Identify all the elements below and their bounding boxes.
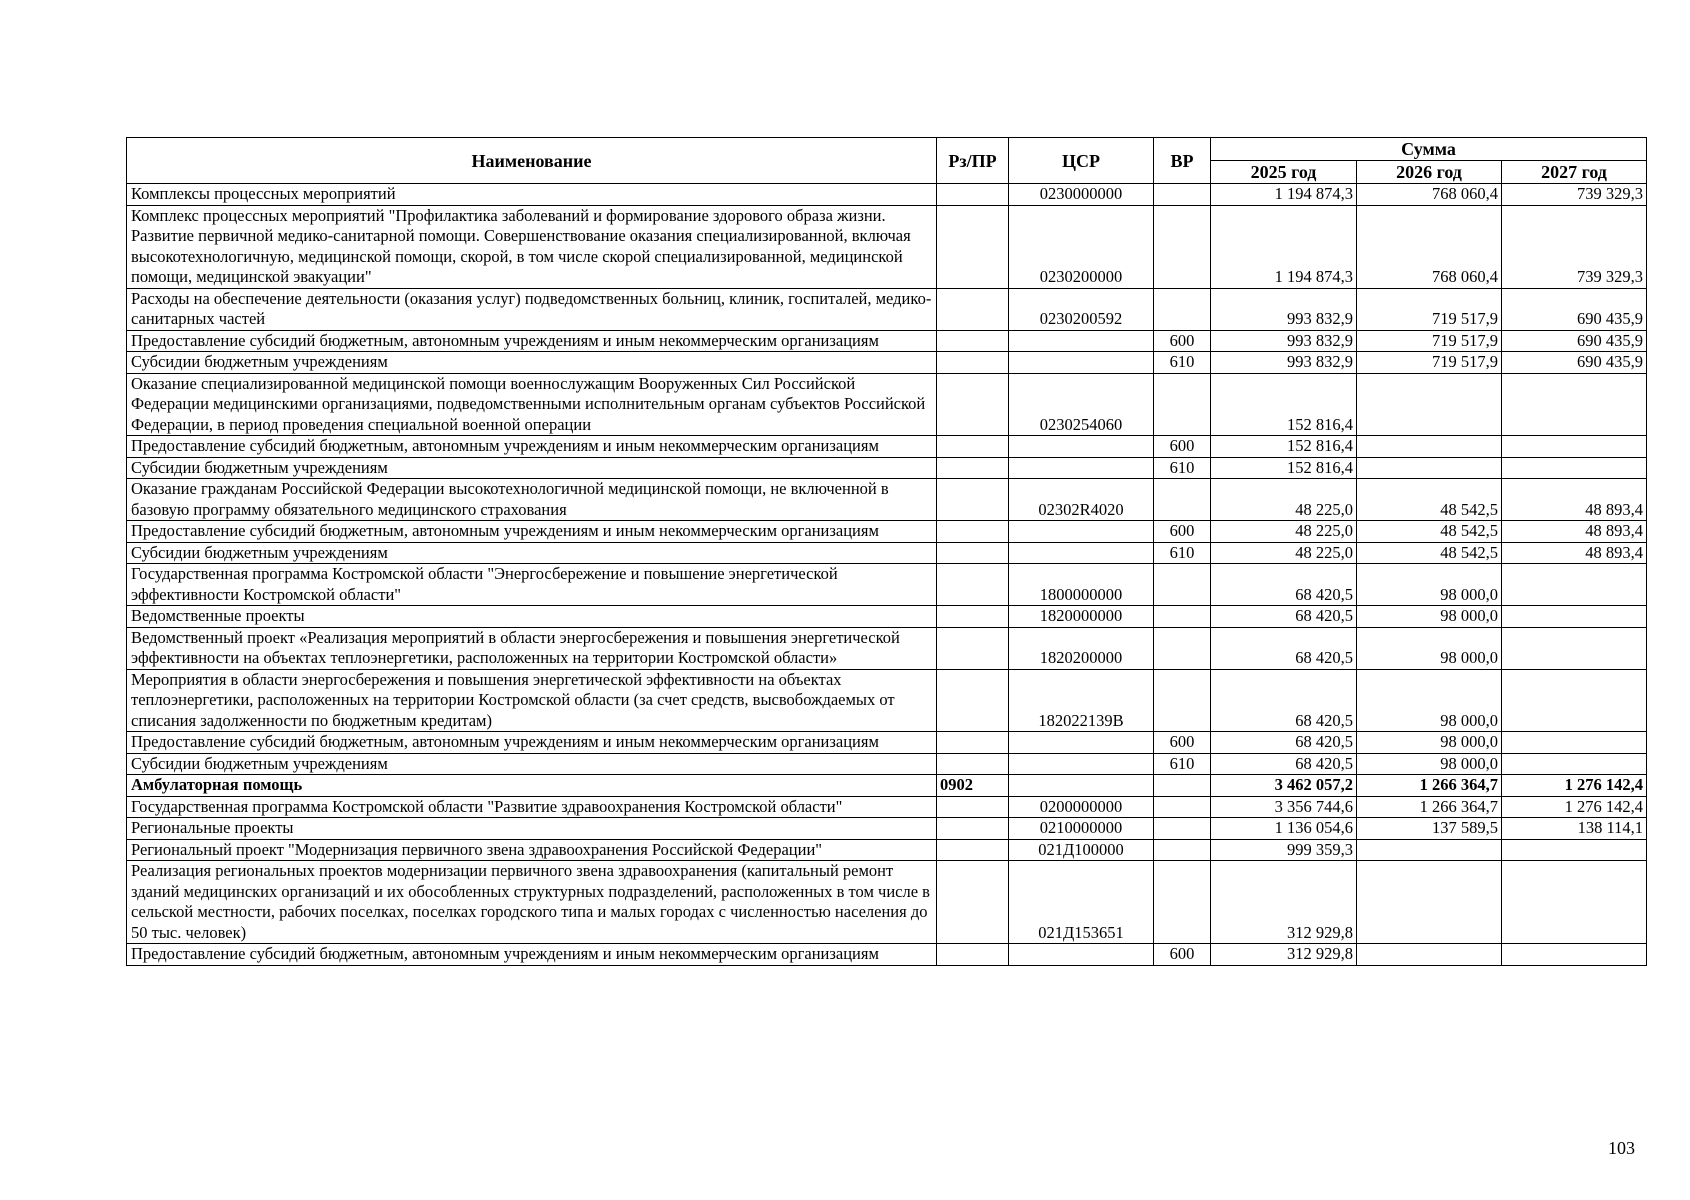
- cell-rzpr: [937, 542, 1009, 564]
- table-row: [127, 818, 1647, 840]
- cell-csr: 0230200592: [1009, 288, 1154, 330]
- cell-2026: 48 542,5: [1357, 542, 1502, 564]
- cell-name: Предоставление субсидий бюджетным, автономным учреждениям и иным некоммерческим организациям: [127, 330, 937, 352]
- cell-2027: 1 276 142,4: [1502, 796, 1647, 818]
- cell-vr: [1154, 669, 1211, 732]
- cell-rzpr: 0902: [937, 775, 1009, 797]
- cell-2025: 68 420,5: [1211, 732, 1357, 754]
- cell-vr: [1154, 373, 1211, 436]
- cell-rzpr: [937, 373, 1009, 436]
- cell-rzpr: [937, 944, 1009, 966]
- cell-2027: [1502, 373, 1647, 436]
- cell-csr: 0230000000: [1009, 184, 1154, 206]
- cell-csr: [1009, 457, 1154, 479]
- cell-csr: 1800000000: [1009, 564, 1154, 606]
- cell-2025: 1 136 054,6: [1211, 818, 1357, 840]
- cell-rzpr: [937, 352, 1009, 374]
- header-year-2026: 2026 год: [1357, 161, 1502, 184]
- cell-2026: [1357, 436, 1502, 458]
- cell-vr: 600: [1154, 521, 1211, 543]
- cell-csr: [1009, 775, 1154, 797]
- cell-rzpr: [937, 839, 1009, 861]
- cell-csr: [1009, 732, 1154, 754]
- cell-2027: [1502, 606, 1647, 628]
- table-row: [127, 732, 1647, 754]
- cell-name: Субсидии бюджетным учреждениям: [127, 352, 937, 374]
- cell-vr: 610: [1154, 542, 1211, 564]
- table-header: [127, 138, 1647, 184]
- cell-rzpr: [937, 818, 1009, 840]
- cell-csr: [1009, 330, 1154, 352]
- cell-csr: [1009, 436, 1154, 458]
- cell-vr: 610: [1154, 457, 1211, 479]
- cell-rzpr: [937, 436, 1009, 458]
- cell-2026: 98 000,0: [1357, 669, 1502, 732]
- cell-csr: 1820000000: [1009, 606, 1154, 628]
- table-row: [127, 288, 1647, 330]
- cell-vr: [1154, 606, 1211, 628]
- table-row: [127, 436, 1647, 458]
- cell-name: Амбулаторная помощь: [127, 775, 937, 797]
- cell-2027: [1502, 627, 1647, 669]
- cell-csr: [1009, 944, 1154, 966]
- cell-vr: [1154, 288, 1211, 330]
- cell-csr: 02302R4020: [1009, 479, 1154, 521]
- header-year-2027: 2027 год: [1502, 161, 1647, 184]
- cell-2025: 48 225,0: [1211, 521, 1357, 543]
- header-name: Наименование: [127, 138, 937, 184]
- cell-2026: 768 060,4: [1357, 184, 1502, 206]
- table-row: [127, 373, 1647, 436]
- cell-vr: 600: [1154, 330, 1211, 352]
- cell-2026: 98 000,0: [1357, 564, 1502, 606]
- cell-2027: [1502, 861, 1647, 944]
- cell-2026: [1357, 861, 1502, 944]
- cell-name: Региональные проекты: [127, 818, 937, 840]
- cell-2027: 48 893,4: [1502, 542, 1647, 564]
- table-row: [127, 606, 1647, 628]
- cell-2026: 48 542,5: [1357, 521, 1502, 543]
- cell-2027: 690 435,9: [1502, 330, 1647, 352]
- cell-2027: [1502, 669, 1647, 732]
- cell-name: Государственная программа Костромской области "Развитие здравоохранения Костромской области": [127, 796, 937, 818]
- cell-2027: 690 435,9: [1502, 352, 1647, 374]
- cell-vr: [1154, 564, 1211, 606]
- cell-2026: 768 060,4: [1357, 205, 1502, 288]
- cell-name: Субсидии бюджетным учреждениям: [127, 457, 937, 479]
- cell-2025: 3 356 744,6: [1211, 796, 1357, 818]
- table-row: [127, 457, 1647, 479]
- header-year-2025: 2025 год: [1211, 161, 1357, 184]
- cell-name: Мероприятия в области энергосбережения и повышения энергетической эффективности на объектах теплоэнергетики, расположенных на территории Костромской области (за счет средств, высвобождаемых от списания задолженности по бюджетным кредитам): [127, 669, 937, 732]
- cell-name: Предоставление субсидий бюджетным, автономным учреждениям и иным некоммерческим организациям: [127, 944, 937, 966]
- cell-vr: [1154, 861, 1211, 944]
- cell-2027: [1502, 564, 1647, 606]
- cell-name: Расходы на обеспечение деятельности (оказания услуг) подведомственных больниц, клиник, госпиталей, медико-санитарных частей: [127, 288, 937, 330]
- cell-vr: [1154, 184, 1211, 206]
- cell-2026: [1357, 457, 1502, 479]
- cell-name: Предоставление субсидий бюджетным, автономным учреждениям и иным некоммерческим организациям: [127, 436, 937, 458]
- cell-2027: 739 329,3: [1502, 184, 1647, 206]
- cell-csr: 0200000000: [1009, 796, 1154, 818]
- cell-2027: [1502, 753, 1647, 775]
- cell-csr: 1820200000: [1009, 627, 1154, 669]
- table-row: [127, 775, 1647, 797]
- cell-name: Ведомственные проекты: [127, 606, 937, 628]
- cell-2025: 48 225,0: [1211, 542, 1357, 564]
- cell-2026: 98 000,0: [1357, 732, 1502, 754]
- cell-rzpr: [937, 861, 1009, 944]
- cell-rzpr: [937, 521, 1009, 543]
- table-row: [127, 184, 1647, 206]
- table-row: [127, 521, 1647, 543]
- cell-name: Комплекс процессных мероприятий "Профилактика заболеваний и формирование здорового образа жизни. Развитие первичной медико-санитарной помощи. Совершенствование оказания специализированной, включая высокотехнологичную, медицинской помощи, скорой, в том числе скорой специализированной, медицинской помощи, медицинской эвакуации": [127, 205, 937, 288]
- cell-2027: 739 329,3: [1502, 205, 1647, 288]
- cell-2025: 1 194 874,3: [1211, 205, 1357, 288]
- cell-vr: 610: [1154, 352, 1211, 374]
- cell-2025: 312 929,8: [1211, 944, 1357, 966]
- cell-vr: 600: [1154, 944, 1211, 966]
- cell-vr: [1154, 839, 1211, 861]
- cell-csr: 0230254060: [1009, 373, 1154, 436]
- cell-2025: 152 816,4: [1211, 436, 1357, 458]
- cell-2025: 152 816,4: [1211, 373, 1357, 436]
- cell-csr: 182022139В: [1009, 669, 1154, 732]
- table-row: [127, 944, 1647, 966]
- cell-2025: 68 420,5: [1211, 564, 1357, 606]
- cell-rzpr: [937, 205, 1009, 288]
- cell-2026: 137 589,5: [1357, 818, 1502, 840]
- header-csr: ЦСР: [1009, 138, 1154, 184]
- cell-2025: 993 832,9: [1211, 330, 1357, 352]
- cell-rzpr: [937, 288, 1009, 330]
- cell-2026: 1 266 364,7: [1357, 796, 1502, 818]
- cell-2026: [1357, 373, 1502, 436]
- cell-vr: [1154, 796, 1211, 818]
- cell-2026: 98 000,0: [1357, 753, 1502, 775]
- cell-vr: [1154, 479, 1211, 521]
- cell-vr: 610: [1154, 753, 1211, 775]
- cell-csr: [1009, 352, 1154, 374]
- table-row: [127, 542, 1647, 564]
- cell-2026: [1357, 944, 1502, 966]
- cell-2025: 312 929,8: [1211, 861, 1357, 944]
- cell-2027: [1502, 732, 1647, 754]
- table-row: [127, 205, 1647, 288]
- cell-2026: 719 517,9: [1357, 352, 1502, 374]
- table-row: [127, 753, 1647, 775]
- cell-name: Субсидии бюджетным учреждениям: [127, 542, 937, 564]
- cell-vr: 600: [1154, 732, 1211, 754]
- table-row: [127, 796, 1647, 818]
- cell-2025: 68 420,5: [1211, 669, 1357, 732]
- table-row: [127, 330, 1647, 352]
- cell-csr: [1009, 753, 1154, 775]
- cell-2027: 48 893,4: [1502, 521, 1647, 543]
- header-vr: ВР: [1154, 138, 1211, 184]
- cell-2025: 993 832,9: [1211, 352, 1357, 374]
- cell-csr: 0230200000: [1009, 205, 1154, 288]
- cell-2026: 98 000,0: [1357, 627, 1502, 669]
- cell-rzpr: [937, 330, 1009, 352]
- cell-name: Государственная программа Костромской области "Энергосбережение и повышение энергетической эффективности Костромской области": [127, 564, 937, 606]
- cell-csr: [1009, 521, 1154, 543]
- cell-2025: 68 420,5: [1211, 606, 1357, 628]
- table-row: [127, 479, 1647, 521]
- cell-rzpr: [937, 184, 1009, 206]
- cell-vr: [1154, 627, 1211, 669]
- cell-vr: [1154, 818, 1211, 840]
- cell-name: Региональный проект "Модернизация первичного звена здравоохранения Российской Федерации": [127, 839, 937, 861]
- cell-name: Ведомственный проект «Реализация мероприятий в области энергосбережения и повышения энергетической эффективности на объектах теплоэнергетики, расположенных на территории Костромской области»: [127, 627, 937, 669]
- cell-vr: [1154, 775, 1211, 797]
- cell-2027: 48 893,4: [1502, 479, 1647, 521]
- cell-2027: [1502, 839, 1647, 861]
- cell-2026: 48 542,5: [1357, 479, 1502, 521]
- cell-vr: 600: [1154, 436, 1211, 458]
- cell-rzpr: [937, 796, 1009, 818]
- cell-csr: 021Д100000: [1009, 839, 1154, 861]
- cell-name: Оказание специализированной медицинской помощи военнослужащим Вооруженных Сил Российской Федерации медицинскими организациями, подведомственными исполнительным органам субъектов Российской Федерации, в период проведения специальной военной операции: [127, 373, 937, 436]
- table-row: [127, 839, 1647, 861]
- cell-rzpr: [937, 669, 1009, 732]
- cell-rzpr: [937, 732, 1009, 754]
- cell-2025: 68 420,5: [1211, 753, 1357, 775]
- cell-2027: 138 114,1: [1502, 818, 1647, 840]
- cell-2025: 48 225,0: [1211, 479, 1357, 521]
- cell-name: Предоставление субсидий бюджетным, автономным учреждениям и иным некоммерческим организациям: [127, 521, 937, 543]
- table-row: [127, 564, 1647, 606]
- cell-2025: 999 359,3: [1211, 839, 1357, 861]
- cell-2026: 1 266 364,7: [1357, 775, 1502, 797]
- cell-rzpr: [937, 606, 1009, 628]
- cell-2026: [1357, 839, 1502, 861]
- cell-2025: 152 816,4: [1211, 457, 1357, 479]
- cell-rzpr: [937, 457, 1009, 479]
- table-row: [127, 669, 1647, 732]
- cell-2025: 1 194 874,3: [1211, 184, 1357, 206]
- cell-2027: [1502, 944, 1647, 966]
- cell-name: Субсидии бюджетным учреждениям: [127, 753, 937, 775]
- cell-2026: 719 517,9: [1357, 288, 1502, 330]
- cell-name: Реализация региональных проектов модернизации первичного звена здравоохранения (капитальный ремонт зданий медицинских организаций и их обособленных структурных подразделений, расположенных в том числе в сельской местности, рабочих поселках, поселках городского типа и малых городах с численностью населения до 50 тыс. человек): [127, 861, 937, 944]
- cell-2026: 98 000,0: [1357, 606, 1502, 628]
- cell-2027: [1502, 457, 1647, 479]
- page-number: 103: [1608, 1138, 1635, 1158]
- table-row: [127, 352, 1647, 374]
- cell-2027: [1502, 436, 1647, 458]
- header-rzpr: Рз/ПР: [937, 138, 1009, 184]
- table-row: [127, 627, 1647, 669]
- cell-2026: 719 517,9: [1357, 330, 1502, 352]
- table-body: [127, 184, 1647, 966]
- header-sum: Сумма: [1211, 138, 1647, 161]
- cell-rzpr: [937, 479, 1009, 521]
- cell-name: Оказание гражданам Российской Федерации высокотехнологичной медицинской помощи, не включенной в базовую программу обязательного медицинского страхования: [127, 479, 937, 521]
- cell-csr: 0210000000: [1009, 818, 1154, 840]
- budget-table: [126, 137, 1647, 966]
- cell-2025: 993 832,9: [1211, 288, 1357, 330]
- cell-vr: [1154, 205, 1211, 288]
- cell-name: Комплексы процессных мероприятий: [127, 184, 937, 206]
- cell-2025: 68 420,5: [1211, 627, 1357, 669]
- cell-csr: 021Д153651: [1009, 861, 1154, 944]
- cell-rzpr: [937, 753, 1009, 775]
- table-row: [127, 861, 1647, 944]
- cell-rzpr: [937, 627, 1009, 669]
- cell-2027: 1 276 142,4: [1502, 775, 1647, 797]
- cell-2025: 3 462 057,2: [1211, 775, 1357, 797]
- cell-name: Предоставление субсидий бюджетным, автономным учреждениям и иным некоммерческим организациям: [127, 732, 937, 754]
- cell-2027: 690 435,9: [1502, 288, 1647, 330]
- cell-rzpr: [937, 564, 1009, 606]
- cell-csr: [1009, 542, 1154, 564]
